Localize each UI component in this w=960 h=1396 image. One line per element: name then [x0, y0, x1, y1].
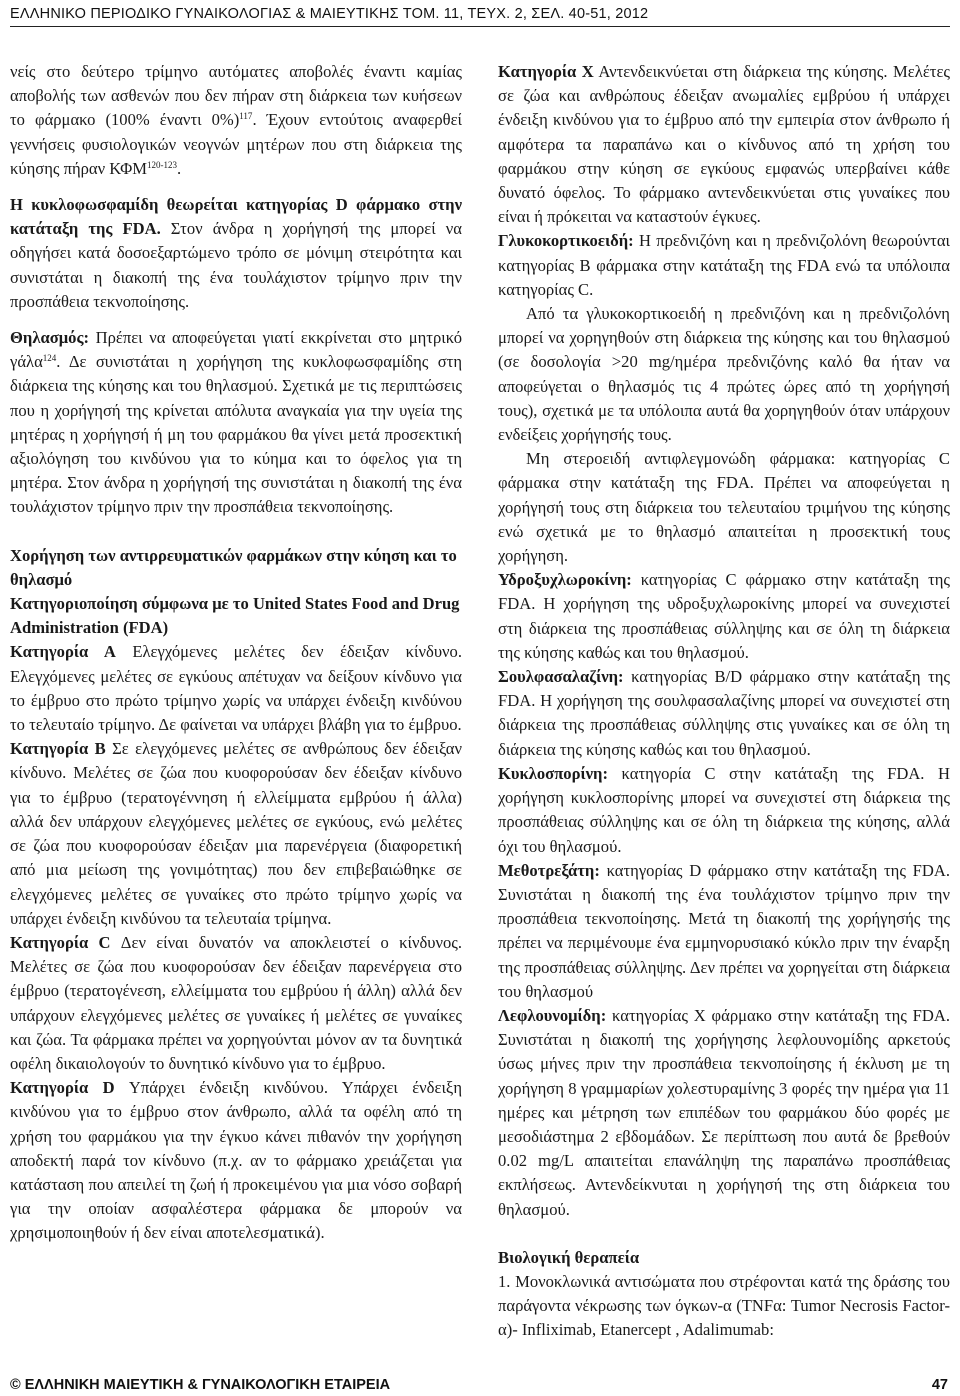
paragraph-hydroxychloroquine: Υδροξυχλωροκίνη: κατηγορίας C φάρμακο στην κατάταξη της FDA. Η χορήγηση της υδροξυχλωροκίνης μπορεί να συνεχιστεί στη διάρκεια της προσπάθειας σύλληψης και σε όλη τη διάρκεια της κύησης καθώς και του θηλασμού.: [498, 570, 950, 662]
right-column: [498, 60, 950, 1343]
running-header: ΕΛΛΗΝΙΚΟ ΠΕΡΙΟΔΙΚΟ ΓΥΝΑΙΚΟΛΟΓΙΑΣ & ΜΑΙΕΥΤΙΚΗΣ ΤΟΜ. 11, ΤΕΥΧ. 2, ΣΕΛ. 40-51, 2012: [10, 6, 649, 22]
paragraph-sulfasalazine: Σουλφασαλαζίνη: κατηγορίας B/D φάρμακο στην κατάταξη της FDA. Η χορήγηση της σουλφασαλαζίνης μπορεί να συνεχιστεί στη διάρκεια της προσπάθειας σύλληψης στις γυναίκες και σε όλη τη διάρκεια της κύησης καθώς και του θηλασμού.: [498, 667, 950, 759]
paragraph-cyclophosphamide: Η κυκλοφωσφαμίδη θεωρείται κατηγορίας D φάρμακο στην κατάταξη της FDA. Στον άνδρα η χορήγησή της μπορεί να οδηγήσει κατά δοσοεξαρτώμενο τρόπο σε μόνιμη στειρότητα και συνιστάται η διακοπή της ένα τουλάχιστον τρίμηνο πριν την προσπάθεια τεκνοποίησης.: [10, 195, 462, 311]
paragraph-category-a: Κατηγορία Α Ελεγχόμενες μελέτες δεν έδειξαν κίνδυνο. Ελεγχόμενες μελέτες σε εγκύους απέτυχαν να δείξουν κίνδυνο για το έμβρυο στο πρώτο τρίμηνο χωρίς να υπάρχει ένδειξη κινδύνου το τελευταίο τρίμηνο. Δε φαίνεται να υπάρχει βλάβη για το έμβρυο.: [10, 642, 462, 735]
paragraph-methotrexate: Μεθοτρεξάτη: κατηγορίας D φάρμακο στην κατάταξη της FDA. Συνιστάται η διακοπή της ένα τουλάχιστον τρίμηνο πριν την προσπάθεια τεκνοποίησης. Μετά τη διακοπή της χορήγησής της πρέπει να περιμένουμε ένα εμμηνορυσιακό κύκλο πριν την έναρξη της προσπάθειας σύλληψης. Δεν πρέπει να χορηγείται στη διάρκεια του θηλασμού: [498, 860, 950, 1001]
footer-society: © ΕΛΛΗΝΙΚΗ ΜΑΙΕΥΤΙΚΗ & ΓΥΝΑΙΚΟΛΟΓΙΚΗ ΕΤΑΙΡΕΙΑ: [10, 1377, 391, 1393]
paragraph-continuation: νείς στο δεύτερο τρίμηνο αυτόματες αποβολές έναντι καμίας αποβολής των ασθενών που δεν πήραν στη διάρκεια των κυήσεων το φάρμακο (100% έναντι 0%)$^{117}$. Έχουν εντούτοις αναφερθεί γεννήσεις φυσιολογικών νεογνών μητέρων που στη διάρκεια της κύησης πήραν ΚΦΜ$^{120-123}$.: [10, 62, 462, 178]
paragraph-nsaids: Μη στεροειδή αντιφλεγμονώδη φάρμακα: κατηγορίας C φάρμακα στην κατάταξη της FDA. Πρέπει να αποφεύγεται η χορήγησή τους στη διάρκεια του τελευταίου τριμήνου της κύησης ενώ σχετικά με το θηλασμό απαιτείται η προσεκτική τους χορήγηση.: [498, 449, 950, 566]
left-column: [10, 60, 462, 1246]
paragraph-category-c: Κατηγορία C Δεν είναι δυνατόν να αποκλειστεί ο κίνδυνος. Μελέτες σε ζώα που κυοφορούσαν δεν έδειξαν παρενέργεια στο έμβρυο (τερατογένεση, ελλείμματα του εμβρύου ή άλλη) αλλά δεν υπάρχουν ελεγχόμενες μελέτες σε γυναίκες ή μελέτες σε γυναίκες και ζώα. Τα φάρμακα πρέπει να χορηγούνται μόνον αν τα δυνητικά οφέλη δικαιολογούν το δυνητικό κίνδυνο για το έμβρυο.: [10, 932, 462, 1073]
paragraph-category-b: Κατηγορία Β Σε ελεγχόμενες μελέτες σε ανθρώπους δεν έδειξαν κίνδυνο. Μελέτες σε ζώα που κυοφορούσαν δεν έδειξαν κίνδυνο για το έμβρυο (τερατογέννηση ή ελλείμματα εμβρύου ή άλλα) αλλά δεν υπάρχουν ελεγχόμενες μελέτες σε εγκύους, ενώ μελέτες σε ζώα που κυοφορούσαν έδειξαν μια παρενέργεια (διαφορετική από μια μείωση της γονιμότητας) που δεν επιβεβαιώθηκε σε ελεγχόμενες μελέτες σε γυναίκες στο πρώτο τρίμηνο χωρίς να υπάρχει ένδειξη κινδύνου τα τελευταία τρίμηνα.: [10, 739, 462, 928]
paragraph-glucocorticoids: Γλυκοκορτικοειδή: Η πρεδνιζόνη και η πρεδνιζολόνη θεωρούνται κατηγορίας B φάρμακα στην κατάταξη της FDA ενώ τα υπόλοιπα κατηγορίας C.: [498, 231, 950, 299]
page-number: 47: [931, 1377, 948, 1393]
section-subtitle: Κατηγοριοποίηση σύμφωνα με το United States Food and Drug Administration (FDA): [10, 594, 460, 638]
section-title: Χορήγηση των αντιρρευματικών φαρμάκων στην κύηση και το θηλασμό: [10, 545, 457, 589]
section-title-biologic: Βιολογική θεραπεία: [498, 1247, 640, 1267]
paragraph-leflunomide: Λεφλουνομίδη: κατηγορίας Χ φάρμακο στην κατάταξη της FDA. Συνιστάται η διακοπή της χορήγησης λεφλουνομίδης αρκετούς ύσως μήνες πριν την προσπάθεια τεκνοποίησης ή έκλυση με τη χορήγηση 8 γραμμαρίων χολεστυραμίνης 3 φορές την ημέρα για 11 ημέρες και μέτρηση των επιπέδων του φαρμάκου δύο φορές με μεσοδιάστημα 2 εβδομάδων. Σε περίπτωση που αυτά δε βρεθούν 0.02 mg/L απαιτείται επανάληψη της παραπάνω προσπάθειας εκπλήσεως. Αντενδείκνυται η χορήγησή της στη διάρκεια του θηλασμού.: [498, 1005, 950, 1219]
paragraph-prednisone: Από τα γλυκοκορτικοειδή η πρεδνιζόνη και η πρεδνιζολόνη μπορεί να χορηγηθούν στη διάρκεια της κύησης και του θηλασμού (σε δοσολογία >20 mg/ημέρα πρεδνιζόνης καλό θα ήταν να αποφεύγεται ο θηλασμός τις 4 πρώτες ώρες από τη χορήγησή τους), σχετικά με τα υπόλοιπα αυτά θα χορηγηθούν όταν υπάρχουν ενδείξεις χορήγησής τους.: [498, 304, 950, 445]
paragraph-breastfeeding: Θηλασμός: Πρέπει να αποφεύγεται γιατί εκκρίνεται στο μητρικό γάλα$^{124}$. Δε συνιστάται η χορήγηση της κυκλοφωσφαμίδης στη διάρκεια της κύησης και του θηλασμού. Σχετικά με τις περιπτώσεις που η χορήγησή της κρίνεται απόλυτα αναγκαία για την υγεία της μητέρας η χορήγησή ή μη του φαρμάκου θα γίνει μετά προσεκτική αξιολόγηση του κινδύνου για το κύημα και το όφελος για τη μητέρα. Στον άνδρα η χορήγησή της συνιστάται η διακοπή της ένα τουλάχιστον τρίμηνο πριν την προσπάθεια τεκνοποίησης.: [10, 328, 462, 517]
paragraph-biologic: 1. Μονοκλωνικά αντισώματα που στρέφονται κατά της δράσης του παράγοντα νέκρωσης των όγκων-α (TNFα: Tumor Necrosis Factor-α)- Infliximab, Etanercept , Adalimumab:: [498, 1271, 950, 1340]
paragraph-category-x: Κατηγορία Χ Αντενδεικνύεται στη διάρκεια της κύησης. Μελέτες σε ζώα και ανθρώπους έδειξαν ανωμαλίες εμβρύου ή υπάρχει ένδειξη κινδύνου για το έμβρυο από την εμπειρία στον άνθρωπο ή αμφότερα τα παραπάνω και ο κίνδυνος από τη χρήση του φαρμάκου στην κύηση σε εγκύους εμφανώς υπερβαίνει κάθε δυνατό όφελος. Το φάρμακο αντενδεικνύεται στις γυναίκες που είναι ή πρόκειται να καταστούν έγκυες.: [498, 62, 950, 227]
paragraph-category-d: Κατηγορία D Υπάρχει ένδειξη κινδύνου. Υπάρχει ένδειξη κινδύνου για το έμβρυο στον άνθρωπο, αλλά τα οφέλη από τη χρήση του φαρμάκου για την έγκυο κάνει πιθανόν την χορήγηση αποδεκτή παρά τον κίνδυνο (π.χ. αν το φάρμακο χρειάζεται για κατάσταση που απειλεί τη ζωή ή προκειμένου για μια νόσο σοβαρή για την οποίαν ασφαλέστερα φάρμακα δε μπορούν να χρησιμοποιηθούν ή δεν είναι αποτελεσματικά).: [10, 1078, 462, 1243]
paragraph-cyclosporine: Κυκλοσπορίνη: κατηγορία C στην κατάταξη της FDA. Η χορήγηση κυκλοσπορίνης μπορεί να συνεχιστεί στη διάρκεια της προσπάθειας σύλληψης και σε όλη τη διάρκεια της κύησης, αλλά όχι του θηλασμού.: [498, 763, 950, 856]
header-rule: [10, 26, 950, 27]
